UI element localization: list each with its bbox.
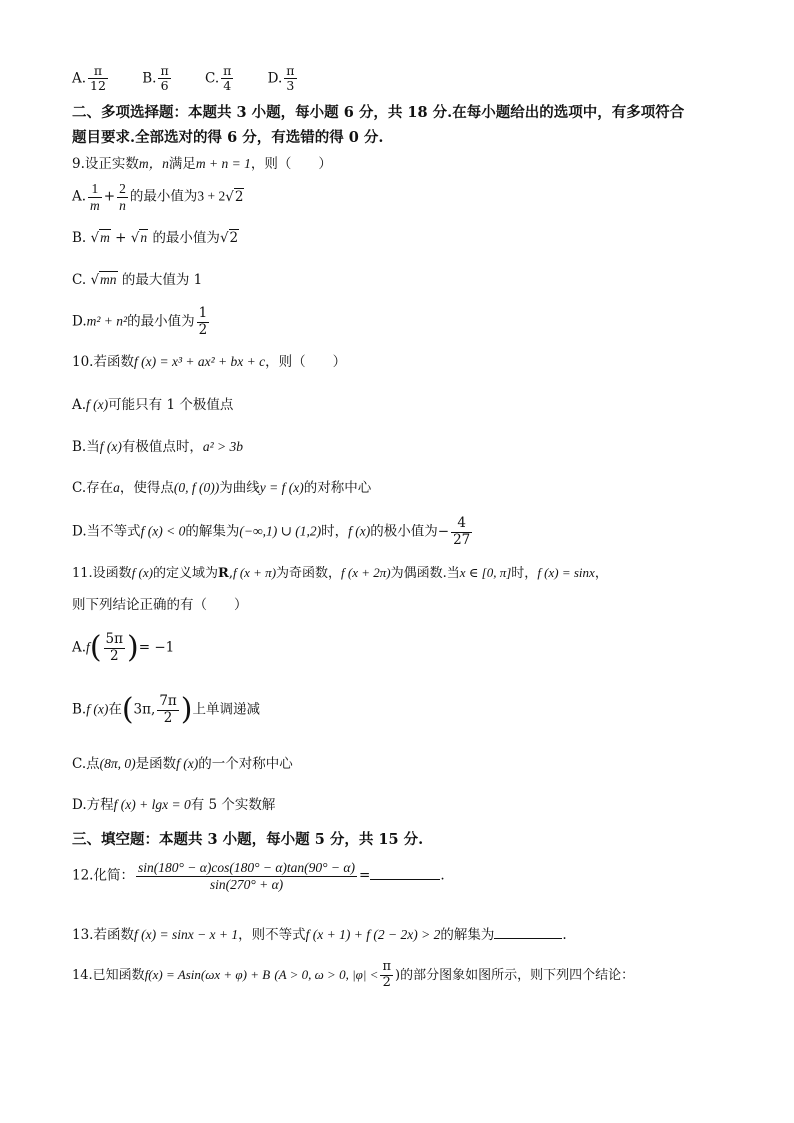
q8-option-a: A. $\frac{\pi}{12}$ xyxy=(72,63,106,94)
q11-stem: 11.设函数f (x)的定义域为R,f (x + π)为奇函数，f (x + 2π)为偶函数.当x ∈ [0, π]时，f (x) = sinx， xyxy=(72,565,608,581)
section-2-heading: 二、多项选择题：本题共 3 小题，每小题 6 分，共 18 分.在每小题给出的选项中，有多项符合 xyxy=(72,104,685,121)
q10-option-a: A.f (x)可能只有 1 个极值点 xyxy=(72,397,234,413)
q13-answer-blank[interactable] xyxy=(494,926,562,939)
q14-stem: 14.已知函数f(x) = Asin(ωx + φ) + B (A > 0, ω > 0, |φ| < $\frac{\pi}{2}$ )的部分图象如图所示，则下列四个结论： xyxy=(72,959,635,990)
q13: 13.若函数f (x) = sinx − x + 1，则不等式f (x + 1) + f (2 − 2x) > 2的解集为 . xyxy=(72,927,567,943)
q11-option-a: A.f( $\frac{5\pi}{2}$ )= −1 xyxy=(72,630,175,666)
q9-option-a: A. $\frac{1}{m}$ + $\frac{2}{n}$ 的最小值为3 + 2√2 xyxy=(72,181,244,213)
q10-option-b: B.当f (x)有极值点时，a² > 3b xyxy=(72,439,243,455)
q8-options xyxy=(72,64,327,94)
q8-option-d: D. $\frac{\pi}{3}$ xyxy=(267,63,295,94)
q10-option-d: D.当不等式f (x) < 0的解集为(−∞,1) ∪ (1,2)时，f (x)的极小值为− $\frac{4}{27}$ xyxy=(72,515,471,548)
q10-stem: 10.若函数f (x) = x³ + ax² + bx + c，则（ ） xyxy=(72,354,347,370)
q11-stem-cont: 则下列结论正确的有（ ） xyxy=(72,597,248,613)
q12: 12.化简： $\frac{\sin(180^\circ - \alpha)\cos(180^\circ - \alpha)\tan(90^\circ - \alpha)}{\sin(270^\circ + \alpha)}$ = . xyxy=(72,860,445,892)
section-2-heading-cont: 题目要求.全部选对的得 6 分，有选错的得 0 分. xyxy=(72,129,384,146)
q9-option-d: D.m² + n²的最小值为 $\frac{1}{2}$ xyxy=(72,305,208,338)
q8-option-c: C. $\frac{\pi}{4}$ xyxy=(204,63,232,94)
q11-option-c: C.点(8π, 0)是函数f (x)的一个对称中心 xyxy=(72,756,293,772)
q9-stem: 9.设正实数m，n满足m + n = 1，则（ ） xyxy=(72,156,332,172)
q9-option-b: B. √m + √n 的最小值为√2 xyxy=(72,230,239,246)
q9-option-c: C. √mn 的最大值为 1 xyxy=(72,272,203,288)
section-3-heading: 三、填空题：本题共 3 小题，每小题 5 分，共 15 分. xyxy=(72,831,424,848)
q12-answer-blank[interactable] xyxy=(370,867,440,880)
q11-option-d: D.方程f (x) + lgx = 0有 5 个实数解 xyxy=(72,797,276,813)
q11-option-b: B.f (x)在(3π, $\frac{7\pi}{2}$ )上单调递减 xyxy=(72,692,260,728)
q8-option-b: B. $\frac{\pi}{6}$ xyxy=(142,63,169,94)
q10-option-c: C.存在a，使得点(0, f (0))为曲线y = f (x)的对称中心 xyxy=(72,480,372,496)
